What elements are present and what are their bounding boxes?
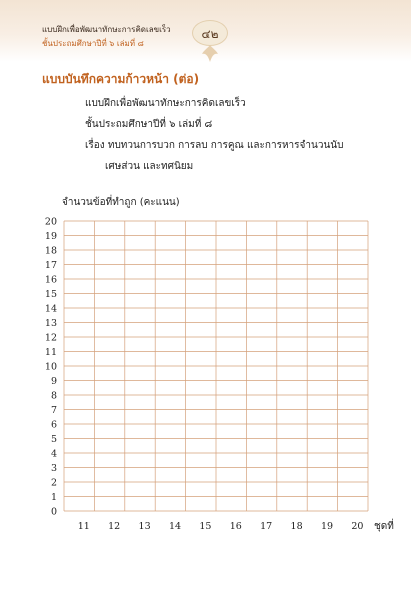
chart-y-axis-label: จำนวนข้อที่ทำถูก (คะแนน) <box>62 197 180 208</box>
y-tick-label: 0 <box>50 506 57 518</box>
info-line-topic-cont: เศษส่วน และทศนิยม <box>105 161 194 172</box>
y-tick-label: 13 <box>44 318 57 329</box>
y-tick-label: 14 <box>44 303 57 315</box>
y-tick-label: 6 <box>50 419 57 431</box>
x-tick-label: 17 <box>260 521 273 532</box>
x-tick-label: 12 <box>108 521 121 532</box>
x-tick-label: 16 <box>229 521 242 532</box>
y-tick-label: 3 <box>50 463 57 474</box>
y-tick-label: 7 <box>50 405 57 416</box>
y-tick-label: 19 <box>44 231 57 242</box>
y-tick-label: 12 <box>44 332 57 344</box>
info-line-grade: ชั้นประถมศึกษาปีที่ ๖ เล่มที่ ๘ <box>85 119 213 130</box>
y-tick-label: 5 <box>50 434 57 445</box>
section-title: แบบบันทึกความก้าวหน้า (ต่อ) <box>42 72 200 86</box>
x-tick-label: 11 <box>77 521 90 532</box>
y-tick-label: 20 <box>44 216 57 228</box>
x-tick-label: 19 <box>320 521 334 532</box>
y-tick-label: 8 <box>50 390 57 402</box>
page-number: ๔๒ <box>201 27 219 41</box>
x-tick-label: 20 <box>351 521 364 532</box>
info-line-topic: เรื่อง ทบทวนการบวก การลบ การคูณ และการหารจำนวนนับ <box>85 140 344 151</box>
x-tick-label: 15 <box>199 521 212 532</box>
y-tick-label: 2 <box>50 477 57 489</box>
y-tick-label: 4 <box>50 448 57 460</box>
y-tick-label: 1 <box>50 492 57 503</box>
x-tick-label: 14 <box>168 521 182 532</box>
x-tick-label: 18 <box>290 521 303 532</box>
header-grade-volume: ชั้นประถมศึกษาปีที่ ๖ เล่มที่ ๘ <box>42 39 144 48</box>
y-tick-label: 11 <box>44 347 57 358</box>
x-tick-label: 13 <box>138 521 151 532</box>
y-tick-label: 16 <box>44 274 57 286</box>
y-tick-label: 9 <box>50 376 57 387</box>
y-tick-label: 18 <box>44 245 57 257</box>
y-tick-label: 10 <box>44 361 57 373</box>
y-tick-label: 17 <box>44 260 57 271</box>
y-tick-label: 15 <box>44 289 57 300</box>
header-book-title: แบบฝึกเพื่อพัฒนาทักษะการคิดเลขเร็ว <box>42 25 171 34</box>
x-axis-label: ชุดที่ <box>374 521 394 532</box>
info-line-book: แบบฝึกเพื่อพัฒนาทักษะการคิดเลขเร็ว <box>85 98 246 109</box>
